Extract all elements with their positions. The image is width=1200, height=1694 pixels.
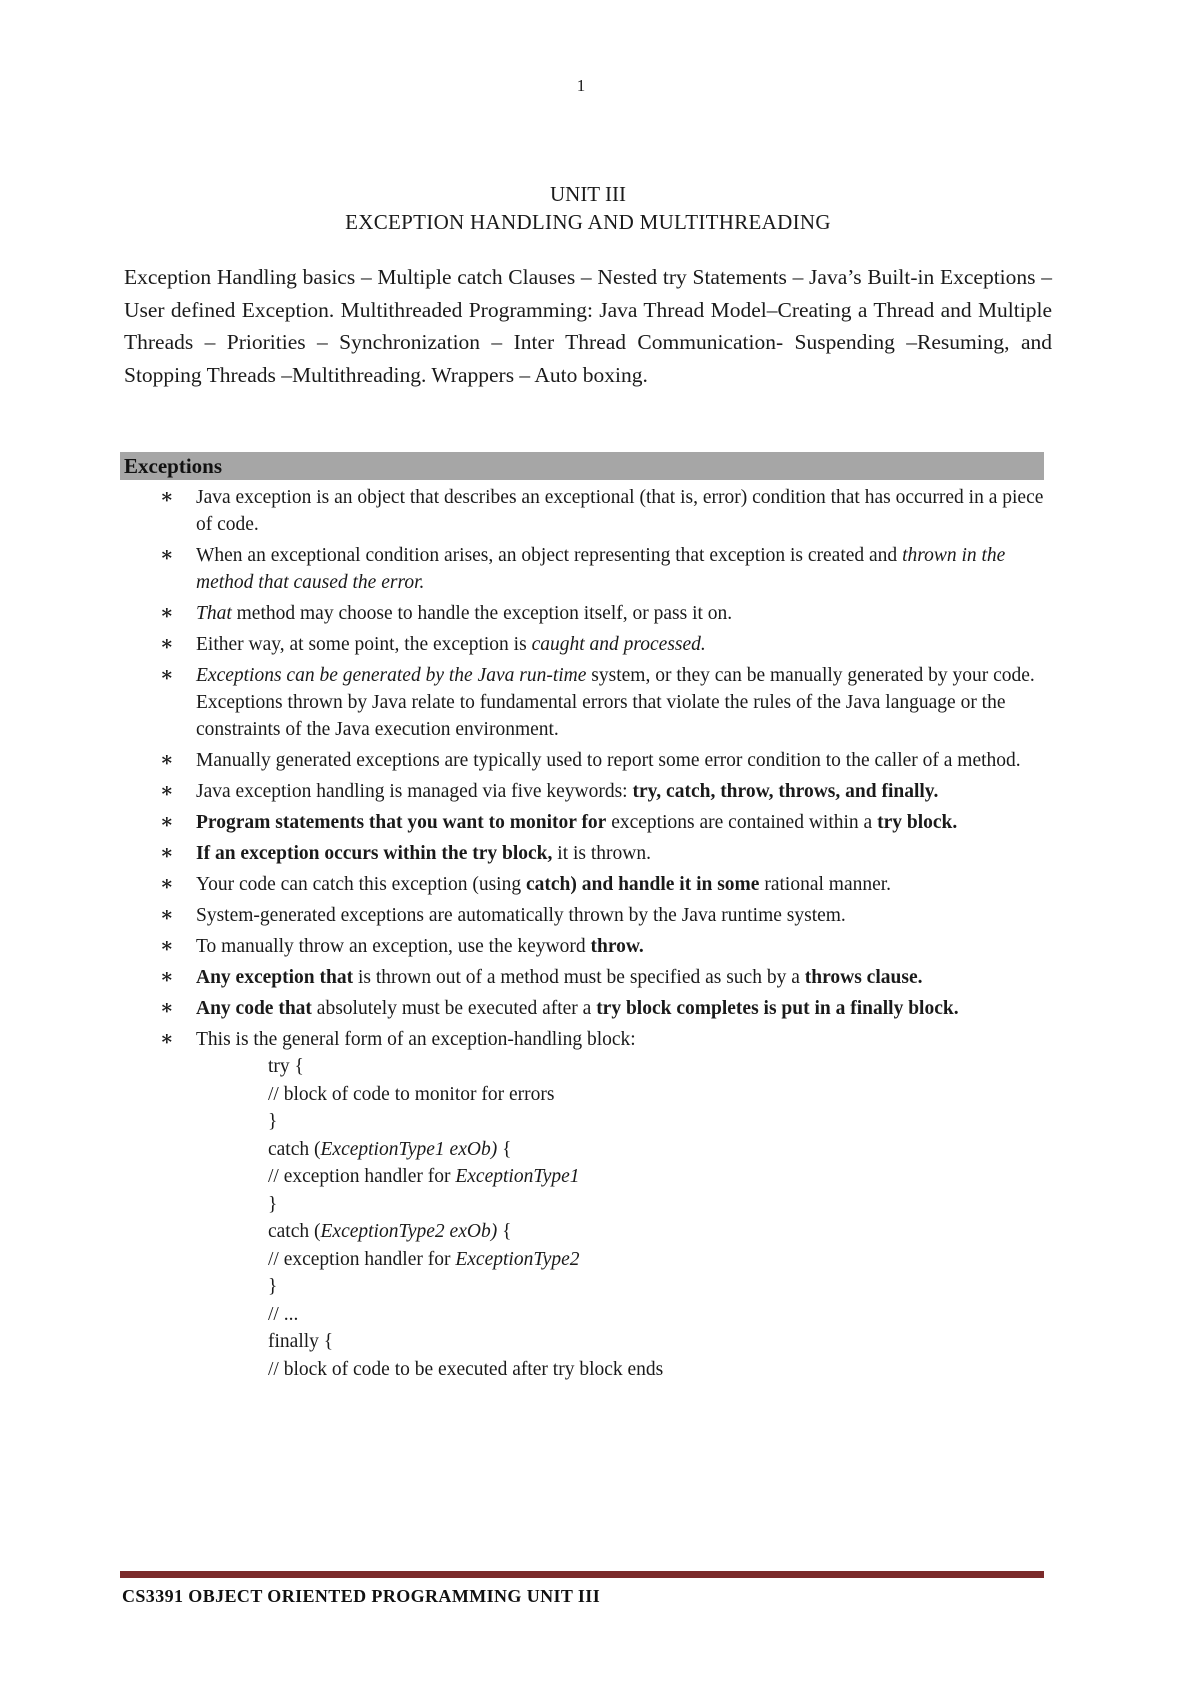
text-run: finally { bbox=[268, 1331, 334, 1352]
bullet-item bbox=[160, 747, 1050, 774]
text-run: System-generated exceptions are automatically thrown by the Java runtime system. bbox=[196, 905, 846, 926]
text-run: That bbox=[196, 603, 232, 624]
text-run: system, or they can be manually generated by your code. Exceptions thrown by Java relate to fundamental errors that violate the rules of the Java language or the constraints of the Java execution environment. bbox=[196, 665, 1035, 740]
text-run: Any exception that bbox=[196, 967, 354, 988]
syllabus-paragraph: Exception Handling basics – Multiple catch Clauses – Nested try Statements – Java’s Built-in Exceptions – User defined Exception. Multithreaded Programming: Java Thread Model–Creating a Thread and Multiple Threads – Priorities – Synchronization – Inter Thread Communication- Suspending –Resuming, and Stopping Threads –Multithreading. Wrappers – Auto boxing. bbox=[124, 265, 1052, 387]
text-run: If an exception occurs within the try block, bbox=[196, 843, 553, 864]
bullet-star-icon: ∗ bbox=[160, 486, 174, 508]
bullet-star-icon: ∗ bbox=[160, 544, 174, 566]
text-run: catch ( bbox=[268, 1138, 321, 1160]
text-run: ExceptionType2 exOb) bbox=[320, 1221, 498, 1242]
text-run: throw. bbox=[590, 936, 644, 957]
bullet-item bbox=[160, 964, 1050, 991]
bullet-item bbox=[160, 631, 1050, 658]
code-line bbox=[268, 1246, 1050, 1274]
text-run: rational manner. bbox=[759, 874, 892, 895]
text-run: exceptions are contained within a bbox=[606, 812, 878, 833]
page-number: 1 bbox=[576, 76, 586, 95]
code-line bbox=[268, 1356, 1050, 1384]
footer-text: CS3391 OBJECT ORIENTED PROGRAMMING UNIT III bbox=[122, 1586, 601, 1606]
text-run: Your code can catch this exception (using bbox=[196, 874, 526, 895]
text-run: } bbox=[268, 1111, 278, 1132]
bullet-item bbox=[160, 809, 1050, 836]
bullet-star-icon: ∗ bbox=[160, 966, 174, 988]
text-run: method may choose to handle the exception itself, or pass it on. bbox=[231, 603, 733, 624]
section-heading-bar bbox=[120, 452, 1044, 480]
unit-title-line2: EXCEPTION HANDLING AND MULTITHREADING bbox=[345, 210, 831, 234]
text-run: Program statements that you want to monitor for bbox=[196, 812, 607, 833]
text-run: This is the general form of an exception-handling block: bbox=[196, 1029, 636, 1050]
code-line bbox=[268, 1163, 1050, 1191]
bullet-star-icon: ∗ bbox=[160, 997, 174, 1019]
bullet-item bbox=[160, 484, 1050, 538]
exceptions-bullet-list bbox=[160, 484, 1050, 1387]
text-run: // exception handler for bbox=[268, 1166, 456, 1187]
code-line bbox=[268, 1301, 1050, 1329]
text-run: Either way, at some point, the exception is bbox=[196, 634, 532, 655]
bullet-item bbox=[160, 1026, 1050, 1383]
bullet-star-icon: ∗ bbox=[160, 842, 174, 864]
text-run: Exceptions can be generated by the Java run-time bbox=[196, 665, 587, 686]
code-line bbox=[268, 1136, 1050, 1164]
text-run: try block completes is put in a finally block. bbox=[596, 998, 959, 1019]
bullet-item bbox=[160, 840, 1050, 867]
text-run: is thrown out of a method must be specified as such by a bbox=[353, 967, 805, 988]
text-run: absolutely must be executed after a bbox=[311, 998, 597, 1019]
unit-title bbox=[0, 180, 1176, 236]
text-run: Manually generated exceptions are typically used to report some error condition to the caller of a method. bbox=[196, 750, 1021, 771]
text-run: ExceptionType2 bbox=[455, 1248, 580, 1270]
bullet-item bbox=[160, 542, 1050, 596]
bullet-star-icon: ∗ bbox=[160, 602, 174, 624]
code-line bbox=[268, 1218, 1050, 1246]
text-run: thrown in the method that caused the error. bbox=[196, 545, 1006, 593]
text-run: To manually throw an exception, use the keyword bbox=[196, 936, 591, 957]
text-run: } bbox=[268, 1193, 278, 1215]
bullet-star-icon: ∗ bbox=[160, 664, 174, 686]
text-run: catch) and handle it in some bbox=[525, 874, 760, 895]
text-run: When an exceptional condition arises, an object representing that exception is created and bbox=[196, 545, 903, 566]
bullet-item bbox=[160, 778, 1050, 805]
text-run: try block. bbox=[877, 812, 958, 833]
code-line bbox=[268, 1328, 1050, 1356]
section-heading: Exceptions bbox=[124, 454, 223, 478]
code-line bbox=[268, 1053, 1050, 1081]
text-run: it is thrown. bbox=[552, 843, 651, 864]
text-run: // block of code to monitor for errors bbox=[268, 1083, 555, 1105]
bullet-star-icon: ∗ bbox=[160, 811, 174, 833]
bullet-star-icon: ∗ bbox=[160, 904, 174, 926]
text-run: // exception handler for bbox=[268, 1248, 456, 1270]
unit-title-line1: UNIT III bbox=[549, 182, 626, 206]
code-block bbox=[196, 1053, 1050, 1383]
bullet-item bbox=[160, 933, 1050, 960]
bullet-star-icon: ∗ bbox=[160, 749, 174, 771]
bullet-item bbox=[160, 662, 1050, 743]
text-run: // ... bbox=[268, 1303, 299, 1325]
text-run: Any code that bbox=[196, 998, 312, 1019]
bullet-item bbox=[160, 995, 1050, 1022]
bullet-item bbox=[160, 871, 1050, 898]
text-run: try, catch, throw, throws, and finally. bbox=[632, 781, 939, 802]
bullet-star-icon: ∗ bbox=[160, 1028, 174, 1050]
bullet-star-icon: ∗ bbox=[160, 935, 174, 957]
bullet-star-icon: ∗ bbox=[160, 780, 174, 802]
text-run: Java exception handling is managed via five keywords: bbox=[196, 781, 633, 802]
footer-rule bbox=[120, 1571, 1044, 1578]
text-run: ExceptionType1 bbox=[455, 1166, 580, 1187]
text-run: try { bbox=[268, 1056, 304, 1077]
text-run: Java exception is an object that describes an exceptional (that is, error) condition that has occurred in a piece of code. bbox=[196, 487, 1044, 535]
text-run: // block of code to be executed after try block ends bbox=[268, 1358, 664, 1380]
text-run: caught and processed. bbox=[531, 634, 706, 655]
code-line bbox=[268, 1273, 1050, 1301]
bullet-star-icon: ∗ bbox=[160, 873, 174, 895]
code-line bbox=[268, 1081, 1050, 1109]
code-line bbox=[268, 1191, 1050, 1219]
code-line bbox=[268, 1108, 1050, 1136]
text-run: { bbox=[497, 1221, 512, 1242]
text-run: throws clause. bbox=[804, 967, 923, 988]
bullet-item bbox=[160, 902, 1050, 929]
text-run: } bbox=[268, 1276, 278, 1297]
text-run: ExceptionType1 exOb) bbox=[320, 1138, 498, 1160]
bullet-star-icon: ∗ bbox=[160, 633, 174, 655]
text-run: { bbox=[497, 1138, 512, 1160]
text-run: catch ( bbox=[268, 1221, 321, 1242]
bullet-item bbox=[160, 600, 1050, 627]
